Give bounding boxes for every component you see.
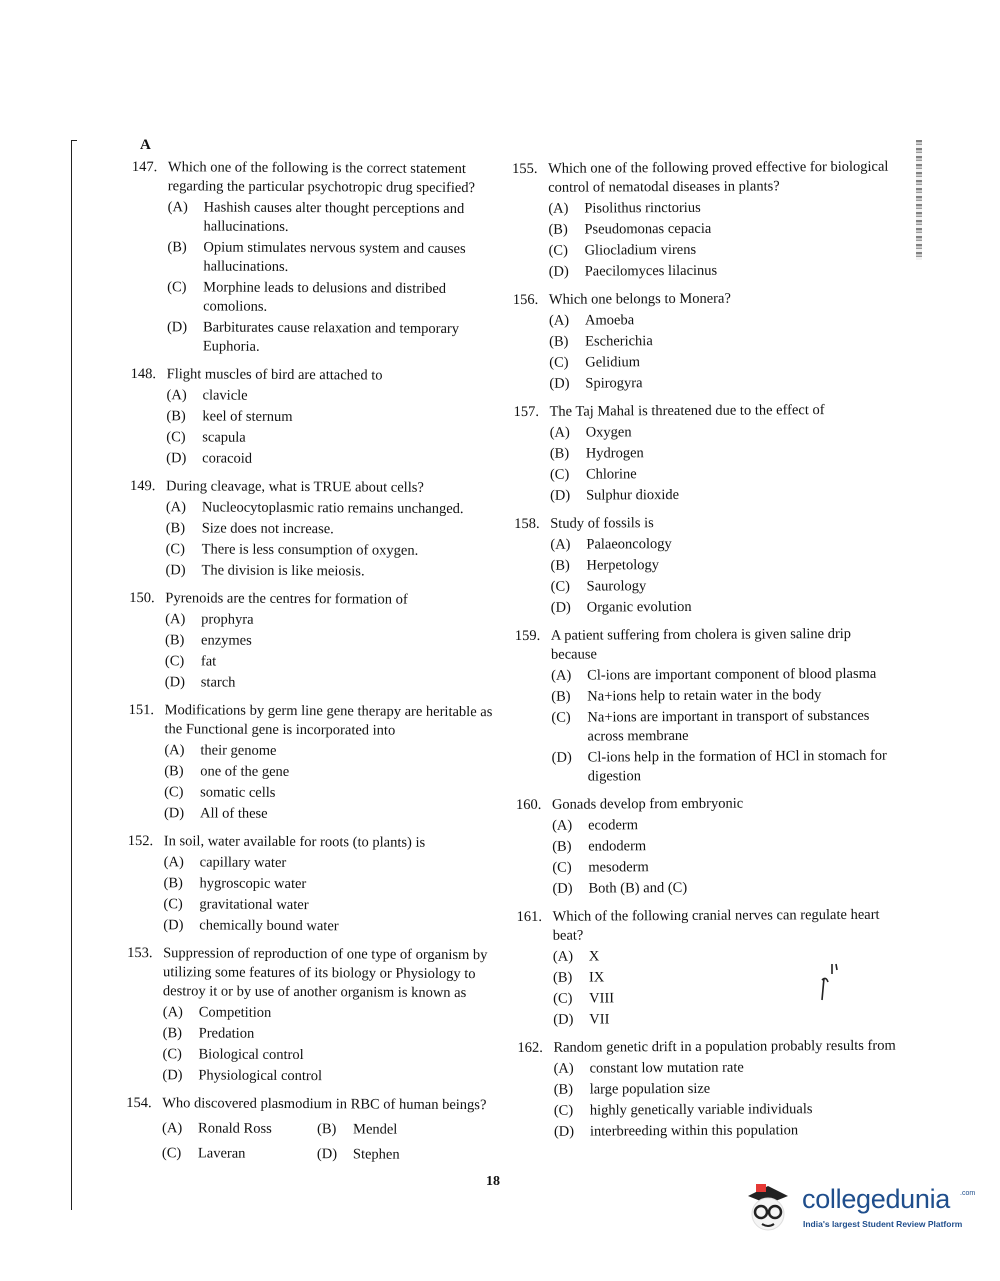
answer-option — [164, 762, 500, 783]
option-text: The division is like meiosis. — [201, 562, 365, 580]
question-block — [126, 1094, 498, 1165]
option-text: hygroscopic water — [199, 875, 307, 893]
option-text: Saurology — [586, 578, 647, 595]
option-text: Gelidium — [585, 354, 641, 371]
answer-option — [162, 1119, 317, 1139]
option-row — [162, 1117, 498, 1140]
answer-option — [162, 1066, 498, 1087]
option-text: Hydrogen — [585, 445, 644, 462]
option-letter: (D) — [163, 917, 184, 934]
question-stem — [128, 701, 500, 741]
option-text: endoderm — [588, 838, 647, 855]
option-letter: (B) — [553, 1081, 574, 1098]
answer-option — [553, 967, 902, 988]
option-text: ecoderm — [588, 817, 639, 834]
question-text: In soil, water available for roots (to plants) is — [163, 833, 426, 851]
option-text: their genome — [200, 742, 277, 759]
answer-option — [548, 198, 897, 219]
question-text: Which one of the following is the correct statement regarding the particular psychotropic drug specified? — [167, 159, 476, 197]
option-text: X — [588, 948, 600, 965]
left-margin-rule — [71, 140, 72, 1210]
option-text: VIII — [589, 990, 615, 1007]
option-text: scapula — [202, 429, 246, 446]
answer-option — [549, 240, 898, 261]
option-letter: (D) — [163, 805, 185, 822]
question-block — [130, 365, 503, 470]
option-letter: (D) — [548, 263, 569, 280]
option-letter: (C) — [164, 784, 184, 801]
question-stem — [514, 513, 899, 534]
option-text: one of the gene — [200, 763, 290, 780]
option-text: Both (B) and (C) — [588, 879, 688, 897]
option-letter: (C) — [165, 541, 186, 558]
answer-option — [164, 783, 500, 804]
answer-option — [163, 1003, 499, 1024]
answer-option — [551, 686, 900, 707]
option-letter: (A) — [166, 387, 187, 404]
option-letter: (C) — [162, 1046, 182, 1063]
question-number: 152. — [127, 832, 154, 850]
option-text: IX — [588, 969, 605, 986]
option-text: mesoderm — [588, 859, 649, 876]
option-letter: (C) — [552, 859, 572, 876]
question-stem — [513, 401, 898, 422]
answer-option — [165, 652, 501, 673]
answer-option — [552, 878, 901, 899]
option-text: Barbiturates cause relaxation and temporary Euphoria. — [202, 319, 460, 355]
option-text: Paecilomyces lilacinus — [584, 262, 718, 280]
question-stem — [512, 158, 897, 198]
question-stem — [513, 289, 898, 310]
question-block — [513, 401, 899, 506]
option-letter: (C) — [553, 1102, 574, 1119]
answer-option — [553, 946, 902, 967]
option-text: clavicle — [202, 387, 248, 404]
answer-option — [553, 988, 902, 1009]
option-letter: (C) — [164, 653, 185, 670]
scan-edge-artifact — [916, 140, 922, 260]
option-letter: (A) — [553, 1060, 574, 1077]
option-text: Pseudomonas cepacia — [584, 220, 712, 238]
option-text: prophyra — [201, 611, 254, 628]
answer-option — [166, 386, 502, 407]
answer-option — [549, 331, 898, 352]
question-stem — [130, 477, 502, 498]
option-letter: (B) — [163, 875, 183, 892]
option-text: Na+ions help to retain water in the body — [587, 687, 822, 705]
answer-option — [549, 310, 898, 331]
option-text: highly genetically variable individuals — [589, 1101, 813, 1119]
option-text: enzymes — [201, 632, 252, 649]
option-letter: (B) — [551, 688, 571, 705]
option-letter: (D) — [164, 674, 185, 691]
option-letter: (D) — [550, 487, 571, 504]
option-letter: (C) — [549, 466, 570, 483]
brand-name: collegedunia — [802, 1184, 951, 1214]
answer-option — [549, 373, 898, 394]
answer-option — [165, 673, 501, 694]
answer-option — [163, 916, 499, 937]
question-set-letter: A — [140, 137, 151, 153]
option-letter: (D) — [551, 749, 572, 766]
option-text: Opium stimulates nervous system and causes hallucinations. — [203, 239, 466, 275]
option-letter: (C) — [551, 709, 571, 726]
question-block — [517, 1037, 903, 1142]
answer-option — [552, 747, 901, 787]
option-text: Amoeba — [584, 312, 635, 329]
question-block — [129, 589, 502, 694]
question-stem — [517, 1037, 902, 1058]
answer-option — [554, 1079, 903, 1100]
question-block — [515, 625, 901, 787]
option-text: starch — [200, 674, 236, 691]
option-text: Stephen — [352, 1146, 400, 1163]
answer-option — [551, 665, 900, 686]
option-text: Laveran — [197, 1145, 246, 1162]
question-text: Which of the following cranial nerves can regulate heart beat? — [552, 906, 880, 944]
option-text: Nucleocytoplasmic ratio remains unchanged. — [201, 499, 464, 518]
question-text: Which one belongs to Monera? — [548, 290, 731, 308]
pen-mark — [818, 960, 842, 1010]
question-text: Random genetic drift in a population probably results from — [553, 1037, 896, 1056]
option-letter: (A) — [548, 200, 569, 217]
option-text: Cl-ions are important component of blood plasma — [587, 665, 877, 684]
option-text: Morphine leads to delusions and distribed comolions. — [203, 279, 447, 315]
option-letter: (A) — [162, 1120, 183, 1137]
question-number: 155. — [512, 160, 538, 177]
option-letter: (B) — [549, 333, 569, 350]
option-text: Hashish causes alter thought perceptions and hallucinations. — [203, 199, 465, 235]
question-block — [513, 289, 899, 394]
option-text: somatic cells — [200, 784, 276, 801]
answer-option — [554, 1121, 903, 1142]
question-block — [517, 906, 903, 1030]
answer-option — [162, 1045, 498, 1066]
question-number: 158. — [514, 515, 540, 532]
question-stem — [127, 944, 499, 1003]
option-text: coracoid — [202, 450, 253, 467]
answer-option — [550, 464, 899, 485]
question-stem — [126, 1094, 498, 1115]
option-letter: (B) — [166, 408, 186, 425]
question-number: 162. — [517, 1039, 543, 1056]
option-letter: (D) — [316, 1146, 338, 1163]
option-letter: (D) — [166, 450, 187, 467]
left-column — [126, 158, 504, 1174]
option-letter: (A) — [552, 817, 573, 834]
question-block — [516, 794, 902, 899]
question-stem — [132, 158, 504, 198]
answer-option — [166, 428, 502, 449]
option-letter: (D) — [553, 1123, 575, 1140]
question-number: 161. — [516, 908, 543, 925]
option-letter: (D) — [549, 375, 570, 392]
answer-option — [551, 576, 900, 597]
brand-domain-suffix: .com — [960, 1190, 976, 1197]
answer-option — [551, 707, 900, 747]
answer-option — [550, 534, 899, 555]
answer-option — [550, 555, 899, 576]
answer-option — [164, 853, 500, 874]
answer-option — [554, 1100, 903, 1121]
option-letter: (B) — [549, 445, 570, 462]
option-text: Biological control — [198, 1046, 304, 1064]
option-letter: (C) — [548, 242, 568, 259]
option-letter: (A) — [550, 536, 571, 553]
question-number: 157. — [513, 403, 539, 420]
answer-option — [317, 1145, 472, 1165]
right-column — [512, 158, 903, 1151]
option-letter: (A) — [167, 199, 188, 216]
answer-option — [167, 278, 503, 318]
question-block — [127, 832, 500, 937]
question-block — [514, 513, 900, 618]
question-number: 153. — [127, 944, 153, 962]
question-stem — [516, 794, 901, 815]
question-text: Study of fossils is — [550, 515, 654, 532]
answer-option — [162, 1144, 317, 1164]
question-number: 149. — [129, 477, 156, 495]
left-margin-tick — [71, 140, 77, 141]
question-stem — [517, 906, 902, 946]
question-block — [131, 158, 504, 358]
option-text: There is less consumption of oxygen. — [201, 541, 419, 559]
answer-option — [166, 407, 502, 428]
option-text: Physiological control — [198, 1067, 323, 1085]
answer-option — [163, 1024, 499, 1045]
question-number: 147. — [131, 158, 158, 176]
question-number: 150. — [129, 589, 155, 607]
option-text: gravitational water — [199, 896, 309, 914]
option-text: Oxygen — [585, 424, 632, 441]
question-stem — [131, 365, 503, 386]
option-letter: (B) — [165, 632, 185, 649]
question-block — [126, 944, 499, 1087]
question-block — [129, 477, 502, 582]
answer-option — [549, 352, 898, 373]
question-text: During cleavage, what is TRUE about cells? — [165, 478, 424, 496]
question-text: Pyrenoids are the centres for formation of — [165, 590, 408, 608]
option-text: Spirogyra — [585, 375, 643, 392]
graduate-mascot-icon — [742, 1182, 794, 1234]
answer-option — [166, 498, 502, 519]
answer-option — [167, 238, 503, 278]
option-letter: (C) — [166, 429, 186, 446]
option-letter: (A) — [162, 1004, 183, 1021]
option-text: Cl-ions help in the formation of HCl in stomach for digestion — [587, 747, 887, 785]
option-text: capillary water — [199, 854, 287, 871]
option-letter: (C) — [550, 578, 570, 595]
question-text: Modifications by germ line gene therapy are heritable as the Functional gene is incorporated into — [164, 702, 493, 739]
question-stem — [129, 589, 501, 610]
option-text: Herpetology — [586, 557, 660, 574]
answer-option — [166, 540, 502, 561]
question-block — [512, 158, 898, 282]
option-text: Gliocladium virens — [584, 241, 697, 259]
question-stem — [128, 832, 500, 853]
option-text: Pisolithus rinctorius — [584, 199, 701, 217]
question-stem — [515, 625, 900, 665]
option-letter: (C) — [553, 990, 573, 1007]
question-block — [128, 701, 501, 825]
option-text: keel of sternum — [202, 408, 293, 425]
answer-option — [164, 741, 500, 762]
answer-option — [165, 610, 501, 631]
question-number: 148. — [130, 365, 157, 383]
option-letter: (A) — [552, 948, 574, 965]
answer-option — [164, 874, 500, 895]
answer-option — [550, 422, 899, 443]
option-text: VII — [589, 1011, 610, 1028]
answer-option — [163, 895, 499, 916]
option-text: constant low mutation rate — [589, 1059, 744, 1077]
option-letter: (C) — [161, 1145, 182, 1162]
question-number: 156. — [512, 291, 539, 308]
question-text: The Taj Mahal is threatened due to the effect of — [549, 402, 825, 420]
option-text: Organic evolution — [586, 598, 692, 616]
answer-option — [165, 561, 501, 582]
answer-option — [552, 836, 901, 857]
option-letter: (D) — [550, 599, 571, 616]
question-number: 160. — [515, 796, 542, 813]
answer-option — [549, 261, 898, 282]
option-text: Size does not increase. — [201, 520, 334, 538]
option-letter: (D) — [162, 1067, 183, 1084]
answer-option — [551, 597, 900, 618]
option-row — [162, 1142, 498, 1165]
option-letter: (B) — [317, 1121, 337, 1138]
option-letter: (D) — [166, 319, 188, 336]
option-letter: (B) — [552, 838, 572, 855]
option-letter: (B) — [167, 239, 187, 256]
option-text: All of these — [199, 805, 268, 822]
answer-option — [552, 815, 901, 836]
answer-option — [552, 857, 901, 878]
answer-option — [168, 198, 504, 238]
answer-option — [167, 318, 503, 358]
option-letter: (A) — [163, 854, 184, 871]
question-text: Who discovered plasmodium in RBC of human beings? — [162, 1095, 487, 1114]
option-letter: (B) — [550, 557, 570, 574]
question-text: Which one of the following proved effective for biological control of nematodal diseases in plants? — [548, 158, 889, 196]
option-letter: (B) — [548, 221, 568, 238]
question-text: Flight muscles of bird are attached to — [166, 366, 383, 384]
option-letter: (A) — [165, 499, 187, 516]
option-letter: (C) — [549, 354, 569, 371]
answer-option — [548, 219, 897, 240]
question-text: Suppression of reproduction of one type of organism by utilizing some features of its biology or Physiology to destroy it or by use of another organism is known as — [162, 945, 488, 1002]
option-letter: (A) — [548, 312, 570, 329]
option-text: Escherichia — [585, 333, 653, 350]
option-text: fat — [200, 653, 217, 670]
option-letter: (C) — [167, 279, 187, 296]
answer-option — [553, 1009, 902, 1030]
option-letter: (A) — [551, 667, 572, 684]
option-text: chemically bound water — [199, 917, 339, 935]
question-text: A patient suffering from cholera is given saline drip because — [550, 625, 852, 663]
option-letter: (B) — [165, 520, 186, 537]
option-text: Competition — [198, 1004, 272, 1021]
answer-option — [166, 449, 502, 470]
option-text: interbreeding within this population — [589, 1122, 799, 1140]
option-letter: (D) — [553, 1011, 574, 1028]
answer-option — [166, 519, 502, 540]
option-letter: (B) — [552, 969, 573, 986]
brand-logo — [742, 1180, 976, 1240]
question-number: 159. — [514, 627, 541, 644]
question-text: Gonads develop from embryonic — [551, 795, 744, 813]
option-text: Palaeoncology — [586, 536, 672, 553]
option-letter: (A) — [549, 424, 570, 441]
option-letter: (A) — [164, 742, 185, 759]
page-number: 18 — [486, 1174, 500, 1189]
option-letter: (D) — [165, 562, 186, 579]
option-text: Na+ions are important in transport of substances across membrane — [587, 707, 870, 745]
option-text: Mendel — [353, 1121, 398, 1138]
brand-tagline: India's largest Student Review Platform — [803, 1219, 963, 1229]
option-text: Sulphur dioxide — [586, 486, 680, 504]
option-letter: (A) — [165, 611, 186, 628]
option-text: Predation — [198, 1025, 255, 1042]
option-letter: (D) — [552, 880, 573, 897]
option-text: Chlorine — [585, 466, 637, 483]
answer-option — [550, 485, 899, 506]
answer-option — [550, 443, 899, 464]
question-number: 154. — [126, 1094, 152, 1112]
option-letter: (C) — [163, 896, 183, 913]
option-letter: (B) — [164, 763, 184, 780]
answer-option — [553, 1058, 902, 1079]
option-text: large population size — [589, 1080, 711, 1098]
answer-option — [317, 1120, 472, 1140]
answer-option — [165, 631, 501, 652]
question-number: 151. — [128, 701, 155, 719]
option-text: Ronald Ross — [198, 1120, 272, 1137]
answer-option — [164, 804, 500, 825]
option-letter: (B) — [162, 1025, 183, 1042]
